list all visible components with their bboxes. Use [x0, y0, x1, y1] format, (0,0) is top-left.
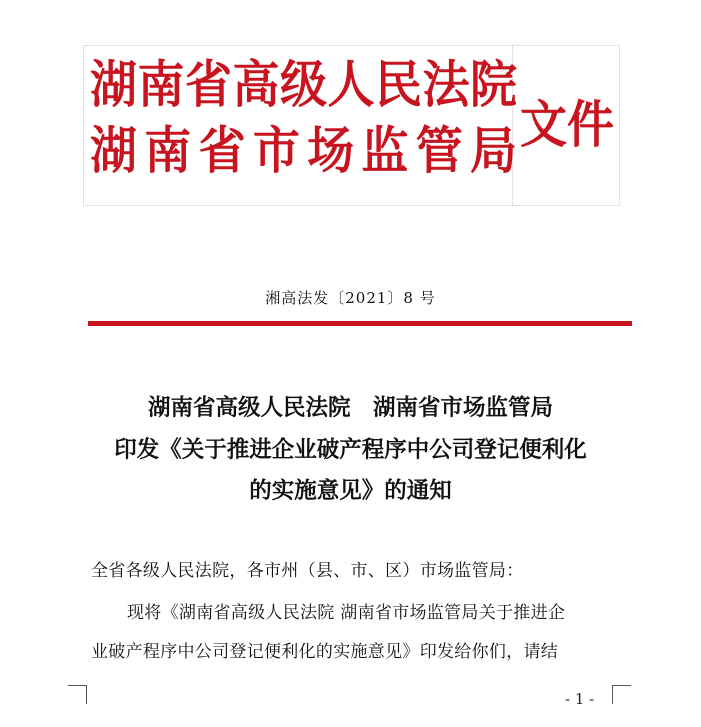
page-number: - 1 - — [565, 690, 595, 708]
issuer-market-regulator: 湖南省市场监管局 — [90, 121, 515, 182]
document-word: 文件 — [520, 95, 614, 156]
title-line-2: 印发《关于推进企业破产程序中公司登记便利化 — [114, 437, 587, 463]
red-separator-line — [88, 321, 632, 326]
page-corner-mark-right — [612, 685, 631, 704]
title-line-3: 的实施意见》的通知 — [249, 478, 452, 504]
document-number: 湘高法发〔2021〕8 号 — [265, 289, 436, 307]
page-corner-mark-left — [68, 685, 87, 704]
salutation: 全省各级人民法院，各市州（县、市、区）市场监管局： — [91, 561, 524, 581]
title-line-1: 湖南省高级人民法院 湖南省市场监管局 — [147, 395, 553, 421]
body-paragraph-line-1: 现将《湖南省高级人民法院 湖南省市场监管局关于推进企 — [127, 603, 566, 623]
issuer-court: 湖南省高级人民法院 — [90, 55, 515, 116]
body-paragraph-line-2: 业破产程序中公司登记便利化的实施意见》印发给你们，请结 — [91, 642, 559, 662]
